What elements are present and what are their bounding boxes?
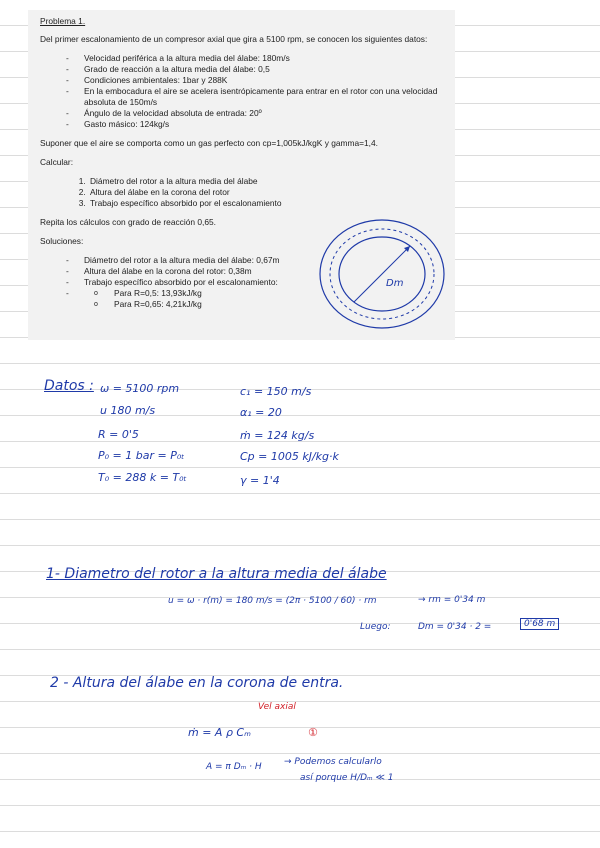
data-item: - Condiciones ambientales: 1bar y 288K <box>70 75 445 86</box>
note-line-1: → Podemos calcularlo <box>284 757 382 767</box>
datos-right-0: c₁ = 150 m/s <box>240 385 312 398</box>
step1-result: → rm = 0'34 m <box>418 595 486 605</box>
datos-right-1: α₁ = 20 <box>240 406 282 419</box>
mass-flow-equation: ṁ = A ρ Cₘ <box>188 726 251 739</box>
equation-number-1: ① <box>308 726 318 739</box>
datos-title: Datos : <box>44 378 94 394</box>
solutions-label: Soluciones: <box>40 236 84 246</box>
step2-title: 2 - Altura del álabe en la corona de entra. <box>50 675 344 691</box>
datos-right-3: Cp = 1005 kJ/kg·k <box>240 450 339 463</box>
data-item: - En la embocadura el aire se acelera isentrópicamente para entrar en el rotor con una velocidad absoluta de 150m/s <box>70 86 445 108</box>
datos-left-1: u 180 m/s <box>100 404 156 417</box>
data-item: - Grado de reacción a la altura media del álabe: 0,5 <box>70 64 445 75</box>
assumption-text: Suponer que el aire se comporta como un gas perfecto con cp=1,005kJ/kgK y gamma=1,4. <box>40 138 378 148</box>
calc-label: Calcular: <box>40 157 74 167</box>
rotor-diagram <box>312 214 452 334</box>
data-item: - Velocidad periférica a la altura media del álabe: 180m/s <box>70 53 445 64</box>
area-equation: A = π Dₘ · H <box>206 762 262 772</box>
step1-then: Luego: <box>360 622 391 632</box>
step1-final-answer: 0'68 m <box>520 618 559 630</box>
step1-equation: u = ω · r(m) = 180 m/s = (2π · 5100 / 60) · rm <box>168 596 377 606</box>
solution-item: - Trabajo específico absorbido por el escalonamiento: <box>70 277 445 288</box>
data-item: - Ángulo de la velocidad absoluta de entrada: 20º <box>70 108 445 119</box>
datos-left-4: T₀ = 288 k = T₀ₜ <box>98 471 187 484</box>
vel-axial-note: Vel axial <box>258 702 296 712</box>
note-line-2: así porque H/Dₘ ≪ 1 <box>300 773 394 783</box>
datos-left-2: R = 0'5 <box>98 428 139 441</box>
datos-left-0: ω = 5100 rpm <box>100 382 180 395</box>
calc-item: 3. Trabajo específico absorbido por el escalonamiento <box>88 198 445 209</box>
repeat-text: Repita los cálculos con grado de reacción 0,65. <box>40 217 216 227</box>
problem-title: Problema 1. <box>40 16 86 26</box>
calc-item: 2. Altura del álabe en la corona del rotor <box>88 187 445 198</box>
sub-solution-item: o Para R=0,65: 4,21kJ/kg <box>100 299 445 310</box>
step1-final-prefix: Dm = 0'34 · 2 = <box>418 622 492 632</box>
data-list <box>40 53 445 130</box>
datos-left-3: P₀ = 1 bar = P₀ₜ <box>98 449 185 462</box>
datos-right-2: ṁ = 124 kg/s <box>240 429 315 442</box>
data-item: - Gasto másico: 124kg/s <box>70 119 445 130</box>
calc-item: 1. Diámetro del rotor a la altura media del álabe <box>88 176 445 187</box>
step1-title: 1- Diametro del rotor a la altura media del álabe <box>46 566 387 582</box>
calc-list <box>40 176 445 209</box>
solution-item: - Diámetro del rotor a la altura media del álabe: 0,67m <box>70 255 445 266</box>
sub-solution-item: o - Para R=0,5: 13,93kJ/kg <box>100 288 445 299</box>
problem-intro: Del primer escalonamiento de un compresor axial que gira a 5100 rpm, se conocen los siguientes datos: <box>40 34 428 44</box>
solution-item: - Altura del álabe en la corona del rotor: 0,38m <box>70 266 445 277</box>
datos-right-4: γ = 1'4 <box>240 474 280 487</box>
figure-label: Dm <box>386 278 404 289</box>
